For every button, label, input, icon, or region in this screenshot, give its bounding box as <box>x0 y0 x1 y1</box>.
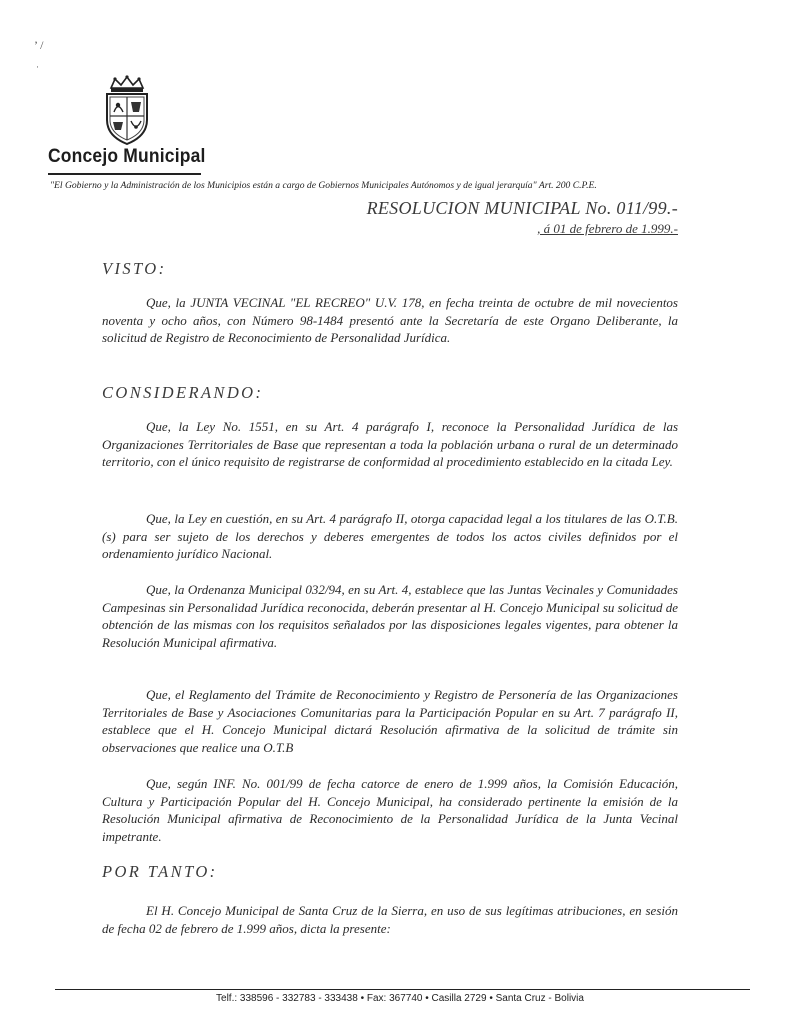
footer-contact-info: Telf.: 338596 - 332783 - 333438 • Fax: 367740 • Casilla 2729 • Santa Cruz - Bolivia <box>216 993 584 1004</box>
resolution-date: , á 01 de febrero de 1.999.- <box>537 221 678 236</box>
coat-of-arms-seal <box>101 74 153 146</box>
considerando-paragraph-2: Que, la Ley en cuestión, en su Art. 4 parágrafo II, otorga capacidad legal a los titulares de las O.T.B. (s) para ser sujeto de los derechos y deberes emergentes de todos los actos civiles definidos por el ordenamiento jurídico Nacional. <box>102 511 678 561</box>
scan-mark: ’ / <box>34 38 44 52</box>
header-underline <box>48 173 201 175</box>
considerando-paragraph-4: Que, el Reglamento del Trámite de Reconocimiento y Registro de Personería de las Organizaciones Territoriales de Base y Asociaciones Comunitarias para la Participación Popular en su Art. 7 parágrafo II, establece que el H. Concejo Municipal dictará Resolución afirmativa de la solicitud de trámite sin observaciones que realice una O.T.B <box>102 687 678 755</box>
section-heading-visto: VISTO: <box>102 259 167 278</box>
considerando-paragraph-1: Que, la Ley No. 1551, en su Art. 4 parágrafo I, reconoce la Personalidad Jurídica de las Organizaciones Territoriales de Base que representan a toda la población urbana o rural de un determinado territorio, con el único requisito de registrarse de conformidad al procedimiento establecido en la citada Ley. <box>102 419 678 469</box>
organization-name: Concejo Municipal <box>48 146 206 167</box>
por-tanto-paragraph: El H. Concejo Municipal de Santa Cruz de la Sierra, en uso de sus legítimas atribuciones, en sesión de fecha 02 de febrero de 1.999 años, dicta la presente: <box>102 903 678 936</box>
resolution-title: RESOLUCION MUNICIPAL No. 011/99.- <box>366 198 678 218</box>
section-heading-por-tanto: POR TANTO: <box>102 862 218 881</box>
section-heading-considerando: CONSIDERANDO: <box>102 383 264 402</box>
footer-divider <box>55 989 750 990</box>
scan-mark: · <box>36 62 39 72</box>
constitutional-motto: "El Gobierno y la Administración de los Municipios están a cargo de Gobiernos Municipales Autónomos y de igual jerarquía" Art. 200 C.P.E. <box>50 180 597 191</box>
considerando-paragraph-3: Que, la Ordenanza Municipal 032/94, en su Art. 4, establece que las Juntas Vecinales y Comunidades Campesinas sin Personalidad Jurídica reconocida, deberán presentar al H. Concejo Municipal su solicitud de obtención de las mismas con los requisitos señalados por las disposiciones legales vigentes, para obtener la Resolución Municipal afirmativa. <box>102 582 678 650</box>
considerando-paragraph-5: Que, según INF. No. 001/99 de fecha catorce de enero de 1.999 años, la Comisión Educación, Cultura y Participación Popular del H. Concejo Municipal, ha considerado pertinente la emisión de la Resolución Municipal afirmativa de Reconocimiento de la Personalidad Jurídica de la Junta Vecinal impetrante. <box>102 776 678 844</box>
visto-paragraph: Que, la JUNTA VECINAL "EL RECREO" U.V. 178, en fecha treinta de octubre de mil novecientos noventa y ocho años, con Número 98-1484 presentó ante la Secretaría de este Organo Deliberante, la solicitud de Registro de Reconocimiento de Personalidad Jurídica. <box>102 295 678 345</box>
